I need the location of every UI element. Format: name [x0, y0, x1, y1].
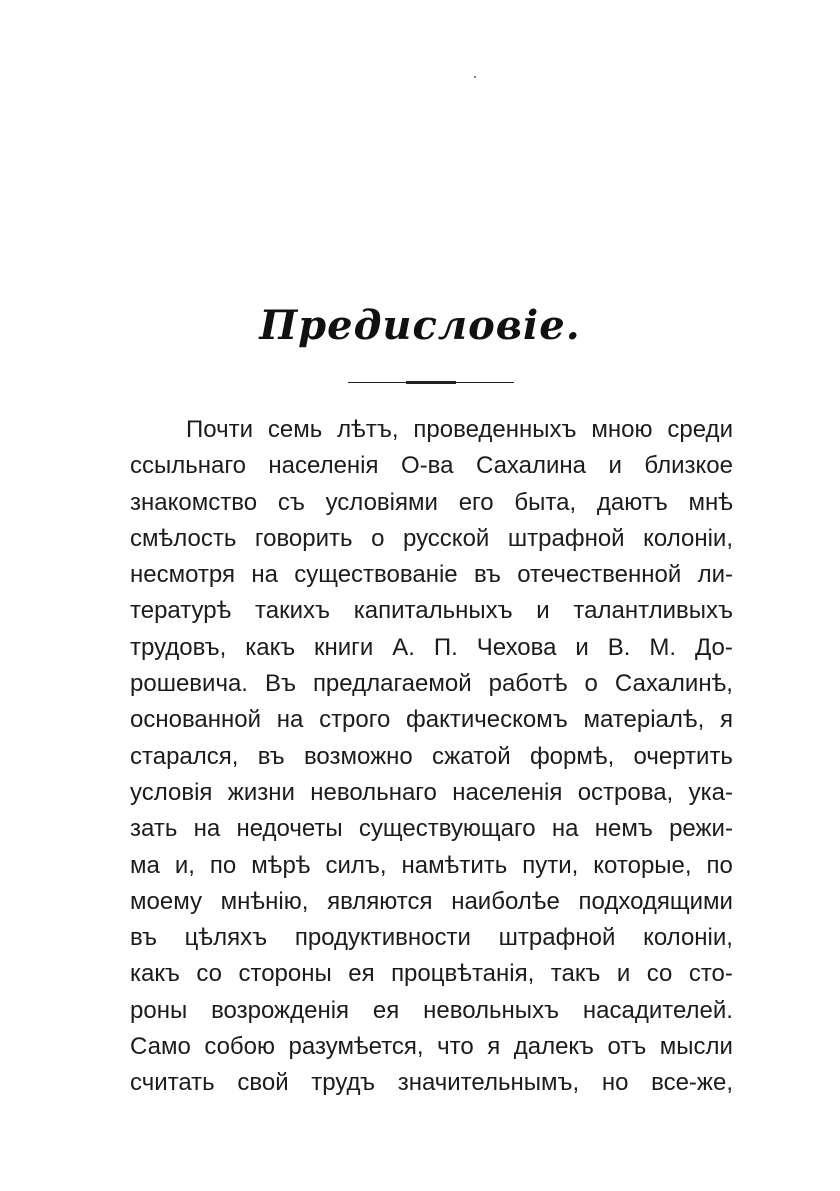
- word: острова,: [577, 778, 674, 806]
- title-rule: [348, 381, 514, 384]
- scan-speck: [474, 76, 476, 78]
- word: на: [193, 815, 221, 843]
- text-line: [130, 485, 733, 521]
- word: матеріалѣ,: [583, 706, 705, 734]
- word: капитальныхъ: [353, 597, 513, 625]
- word: мѣрѣ: [251, 851, 311, 879]
- word: А.: [392, 633, 415, 661]
- word: значительнымъ,: [397, 1069, 580, 1097]
- word: и: [608, 452, 622, 480]
- text-line: [130, 521, 733, 557]
- word: колоніи,: [643, 924, 733, 952]
- word: книги: [314, 633, 374, 661]
- word: все-же,: [651, 1069, 733, 1097]
- word: мысли: [659, 1033, 733, 1061]
- word: Сахалина: [475, 452, 587, 480]
- text-line: [130, 775, 733, 811]
- word: ея: [372, 996, 400, 1024]
- word: существованіе: [294, 561, 458, 589]
- word: штрафной: [498, 924, 616, 952]
- word: Чехова: [476, 633, 557, 661]
- word: ссыльнаго: [130, 452, 246, 480]
- word: даютъ: [596, 488, 668, 516]
- word: штрафной: [507, 524, 625, 552]
- word: существующаго: [358, 815, 536, 843]
- word: зать: [130, 815, 178, 843]
- word: по: [209, 851, 237, 879]
- word: предлагаемой: [312, 670, 472, 698]
- word: ея: [348, 960, 375, 988]
- word: условія: [130, 778, 213, 806]
- word: жизни: [227, 778, 295, 806]
- word: намѣтить: [401, 851, 508, 879]
- word: по: [706, 851, 733, 879]
- word: формѣ,: [529, 742, 615, 770]
- word: со: [646, 960, 673, 988]
- text-line: [130, 739, 733, 775]
- word: какъ: [245, 633, 296, 661]
- word: очертить: [633, 742, 733, 770]
- word: продуктивности: [294, 924, 471, 952]
- word: ука-: [688, 778, 733, 806]
- word: условіями: [325, 488, 438, 516]
- word: среди: [667, 416, 733, 443]
- word: ли-: [697, 561, 733, 589]
- word: въ: [130, 924, 157, 952]
- word: мнѣнію,: [220, 887, 309, 915]
- word: моему: [130, 887, 202, 915]
- word: лѣтъ,: [337, 416, 399, 443]
- text-line: [130, 884, 733, 920]
- word: сжатой: [432, 742, 511, 770]
- word: отъ: [607, 1033, 647, 1061]
- word: его: [458, 488, 494, 516]
- word: въ: [257, 742, 285, 770]
- word: собою: [204, 1033, 276, 1061]
- word: въ: [473, 561, 501, 589]
- word: В.: [607, 633, 631, 661]
- text-line: [130, 956, 733, 992]
- word: смѣлость: [130, 524, 237, 552]
- word: силъ,: [325, 851, 387, 879]
- word: Само: [130, 1033, 191, 1061]
- word: невольнаго: [310, 778, 437, 806]
- word: цѣляхъ: [184, 924, 268, 952]
- text-line: [130, 920, 733, 956]
- word: и: [536, 597, 550, 625]
- word: считать: [130, 1069, 215, 1097]
- rule-double-segment: [406, 381, 456, 384]
- word: говорить: [254, 524, 353, 552]
- word: трудъ: [311, 1069, 376, 1097]
- word: разумѣется,: [288, 1033, 424, 1061]
- word: основанной: [130, 706, 262, 734]
- word: возрожденія: [211, 996, 350, 1024]
- word: на: [551, 815, 579, 843]
- word: что: [437, 1033, 474, 1061]
- word: такъ: [550, 960, 601, 988]
- word: Сахалинѣ,: [614, 670, 733, 698]
- text-line: [130, 412, 733, 448]
- word: О-ва: [401, 452, 454, 480]
- word: о: [584, 670, 598, 698]
- word: подходящими: [578, 887, 733, 915]
- word: свой: [237, 1069, 289, 1097]
- word: немъ: [594, 815, 653, 843]
- word: Почти: [186, 416, 253, 443]
- word: и,: [174, 851, 195, 879]
- text-line: [130, 848, 733, 884]
- word: возможно: [303, 742, 413, 770]
- word: пути,: [522, 851, 579, 879]
- word: проведенныхъ: [413, 416, 577, 443]
- word: мною: [591, 416, 653, 443]
- word: стороны: [238, 960, 332, 988]
- word: строго: [319, 706, 391, 734]
- word: на: [276, 706, 304, 734]
- word: близкое: [644, 452, 733, 480]
- text-line: [130, 630, 733, 666]
- word: ма: [130, 851, 160, 879]
- text-line: [130, 1065, 733, 1101]
- preface-body: [130, 412, 733, 1102]
- word: далекъ: [513, 1033, 594, 1061]
- word: русской: [402, 524, 490, 552]
- text-line: [130, 1029, 733, 1065]
- word: До-: [695, 633, 733, 661]
- preface-title: Предисловіе.: [259, 302, 581, 349]
- word: населенія: [452, 778, 563, 806]
- word: на: [251, 561, 278, 589]
- word: режи-: [669, 815, 733, 843]
- text-line: [130, 993, 733, 1029]
- word: быта,: [514, 488, 577, 516]
- word: какъ: [130, 960, 180, 988]
- word: и: [575, 633, 589, 661]
- word: и: [616, 960, 631, 988]
- word: сто-: [688, 960, 733, 988]
- word: трудовъ,: [130, 633, 227, 661]
- word: съ: [277, 488, 305, 516]
- text-line: [130, 448, 733, 484]
- word: отечественной: [517, 561, 682, 589]
- word: мнѣ: [688, 488, 733, 516]
- word: рошевича.: [130, 670, 248, 698]
- word: со: [196, 960, 222, 988]
- word: несмотря: [130, 561, 235, 589]
- word: процвѣтанія,: [391, 960, 535, 988]
- word: старался,: [130, 742, 239, 770]
- word: роны: [130, 996, 188, 1024]
- word: о: [371, 524, 385, 552]
- word: Въ: [264, 670, 296, 698]
- word: я: [719, 706, 733, 734]
- word: являются: [327, 887, 433, 915]
- word: которые,: [593, 851, 692, 879]
- text-line: [130, 702, 733, 738]
- word: работѣ: [488, 670, 568, 698]
- text-line: [130, 557, 733, 593]
- word: фактическомъ: [406, 706, 568, 734]
- text-line: [130, 666, 733, 702]
- word: невольныхъ: [423, 996, 560, 1024]
- word: талантливыхъ: [573, 597, 733, 625]
- text-line: [130, 811, 733, 847]
- word: знакомство: [130, 488, 258, 516]
- word: тературѣ: [130, 597, 232, 625]
- word: населенія: [268, 452, 379, 480]
- word: насадителей.: [582, 996, 733, 1024]
- word: наиболѣе: [451, 887, 560, 915]
- word: недочеты: [236, 815, 343, 843]
- word: М.: [649, 633, 677, 661]
- text-line: [130, 593, 733, 629]
- word: П.: [433, 633, 458, 661]
- word: я: [487, 1033, 501, 1061]
- word: семь: [267, 416, 323, 443]
- word: но: [601, 1069, 629, 1097]
- word: такихъ: [255, 597, 330, 625]
- word: колоніи,: [643, 524, 733, 552]
